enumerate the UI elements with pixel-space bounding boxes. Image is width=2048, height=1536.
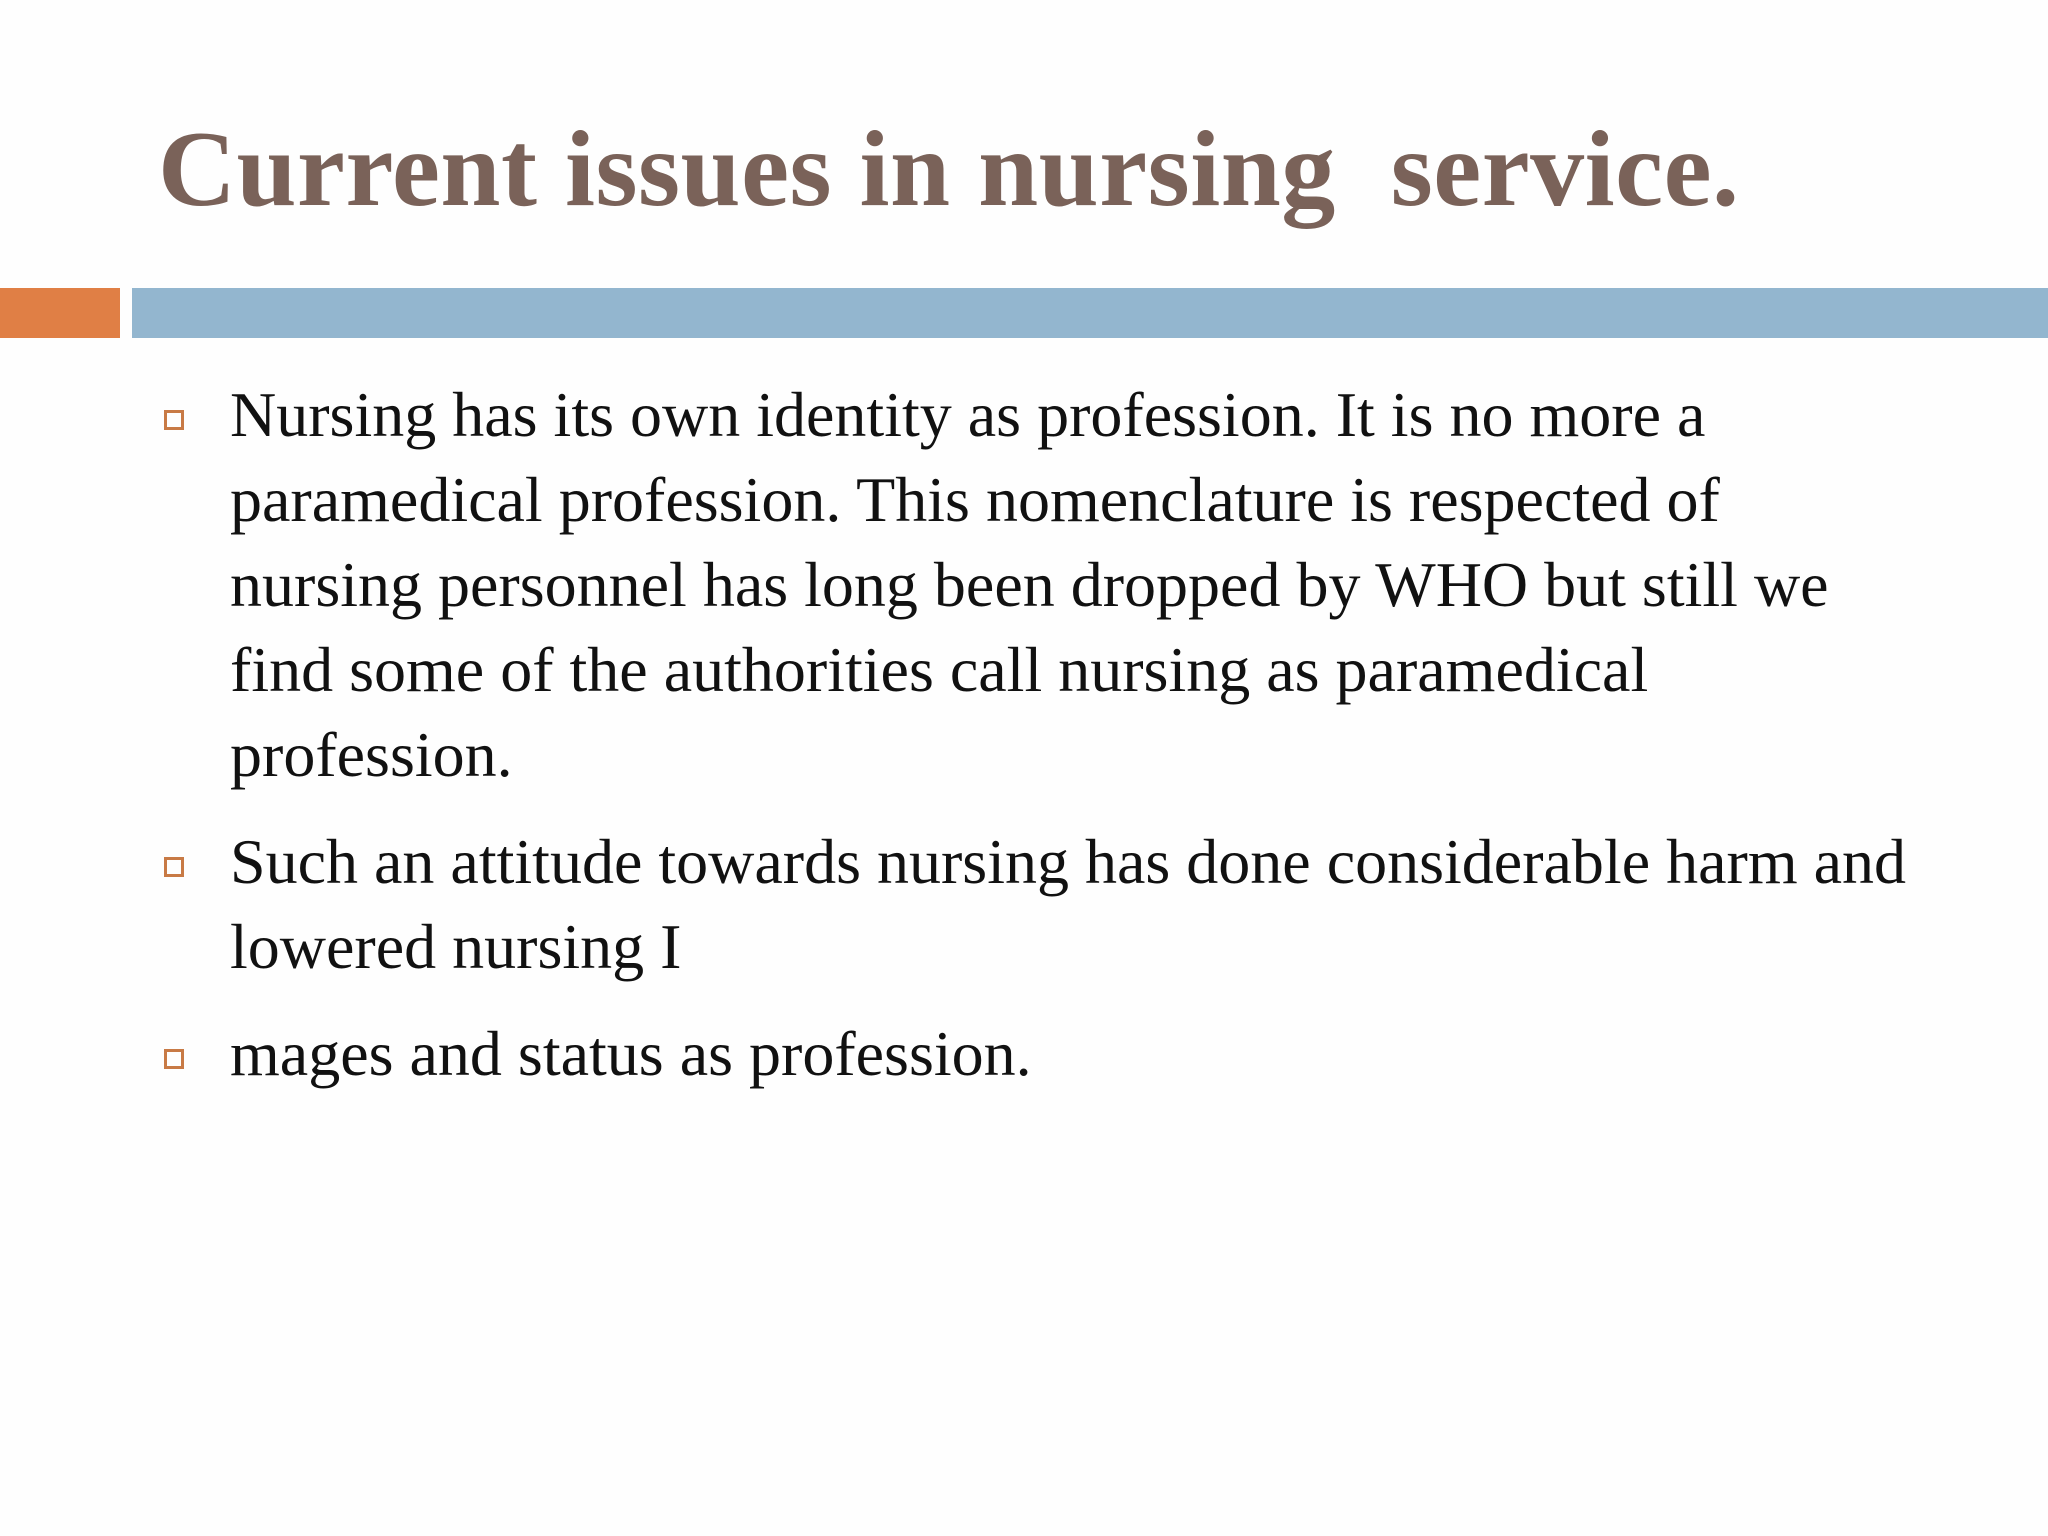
bullet-list xyxy=(158,372,1918,1118)
bullet-item xyxy=(158,819,1918,989)
hollow-square-bullet-icon xyxy=(164,1049,184,1069)
hollow-square-bullet-icon xyxy=(164,857,184,877)
bullet-text: mages and status as profession. xyxy=(230,1018,1032,1089)
hollow-square-bullet-icon xyxy=(164,410,184,430)
accent-bar-left xyxy=(0,288,120,338)
accent-bar-right xyxy=(132,288,2048,338)
bullet-text: Nursing has its own identity as profession. It is no more a paramedical profession. This nomenclature is respected of nursing personnel has long been dropped by WHO but still we find some of the authorities call nursing as paramedical profession. xyxy=(230,379,1829,790)
bullet-item xyxy=(158,372,1918,797)
slide-title: Current issues in nursing service. xyxy=(158,110,1740,229)
bullet-item xyxy=(158,1011,1918,1096)
bullet-text: Such an attitude towards nursing has done considerable harm and lowered nursing I xyxy=(230,826,1906,982)
